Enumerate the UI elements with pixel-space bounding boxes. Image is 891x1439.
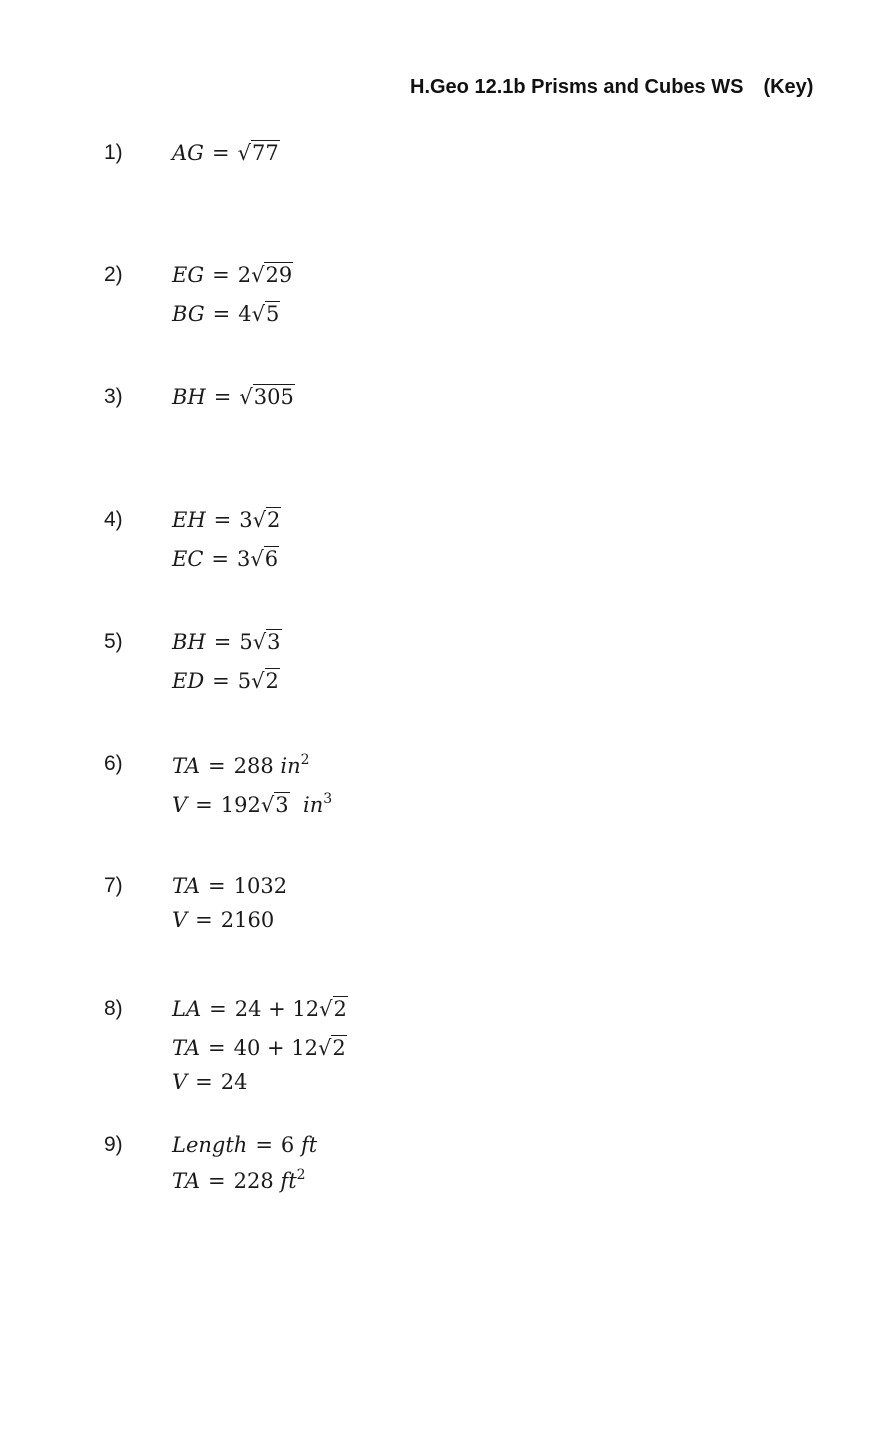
answer-equation [172, 1133, 317, 1157]
equation-variable: TA [172, 1036, 201, 1060]
equation-radicand: 3 [267, 630, 281, 654]
equation-radicand: 2 [333, 997, 347, 1021]
equation-coefficient: 5 [239, 630, 253, 654]
equals-sign: = [211, 547, 230, 571]
equals-sign: = [212, 263, 230, 287]
equation-radicand: 77 [251, 141, 279, 165]
answer-equation [172, 385, 295, 409]
answer-equation [172, 669, 280, 693]
equals-sign: = [195, 793, 213, 817]
answer-equation [172, 302, 280, 326]
equation-coefficient: 228 [233, 1169, 274, 1193]
equation-variable: LA [172, 997, 202, 1021]
equation-radicand: 6 [264, 547, 279, 571]
equation-radicand: 2 [332, 1036, 346, 1060]
equation-variable: ED [172, 669, 205, 693]
answer-equation [172, 1167, 306, 1193]
equation-variable: EC [172, 547, 204, 571]
equation-radicand: 305 [253, 385, 294, 409]
answer-number: 7) [104, 874, 123, 897]
equation-variable: BG [172, 302, 205, 326]
equals-sign: = [209, 997, 227, 1021]
equation-variable: BH [172, 385, 206, 409]
equation-coefficient: 3 [237, 547, 251, 571]
equation-variable: Length [172, 1133, 248, 1157]
equals-sign: = [211, 141, 230, 165]
equation-variable: TA [172, 1169, 201, 1193]
answer-equation [172, 630, 282, 654]
answer-number: 4) [104, 508, 123, 531]
equation-coefficient: 288 [233, 754, 274, 778]
equation-radicand: 2 [267, 508, 281, 532]
equation-variable: V [172, 908, 188, 932]
equation-exponent: 2 [296, 1167, 306, 1183]
answer-equation [172, 1036, 347, 1060]
equation-coefficient: 40 + 12 [233, 1036, 319, 1060]
equation-variable: AG [172, 141, 204, 165]
answer-number: 2) [104, 263, 123, 286]
equation-coefficient: 4 [238, 302, 252, 326]
equation-radicand: 5 [265, 302, 280, 326]
equals-sign: = [208, 874, 226, 898]
worksheet-title [410, 76, 813, 99]
answer-number: 9) [104, 1133, 123, 1156]
square-root-icon: √ [239, 385, 253, 409]
square-root-icon: √ [252, 630, 267, 654]
equals-sign: = [208, 1169, 226, 1193]
square-root-icon: √ [250, 547, 264, 571]
equation-unit: ft [280, 1169, 297, 1193]
equation-radicand: 3 [275, 793, 289, 817]
square-root-icon: √ [237, 141, 251, 165]
equation-radicand: 29 [265, 263, 293, 287]
title-main: H.Geo 12.1b Prisms and Cubes WS [410, 76, 744, 98]
square-root-icon: √ [251, 669, 265, 693]
square-root-icon: √ [251, 302, 265, 326]
equation-exponent: 2 [300, 752, 310, 768]
answer-equation [172, 141, 280, 165]
answer-number: 1) [104, 141, 123, 164]
equation-variable: TA [172, 874, 201, 898]
answer-equation [172, 508, 281, 532]
equation-unit: in [280, 754, 301, 778]
square-root-icon: √ [260, 793, 275, 817]
equation-coefficient: 192 [220, 793, 261, 817]
answer-equation [172, 791, 332, 817]
equation-coefficient: 24 [220, 1070, 248, 1094]
equals-sign: = [195, 908, 213, 932]
answer-number: 8) [104, 997, 123, 1020]
equals-sign: = [208, 754, 226, 778]
square-root-icon: √ [319, 997, 333, 1021]
square-root-icon: √ [252, 508, 267, 532]
equation-exponent: 3 [323, 791, 333, 807]
equation-variable: BH [172, 630, 206, 654]
equation-variable: V [172, 1070, 188, 1094]
equation-coefficient: 24 + 12 [234, 997, 320, 1021]
equation-variable: EH [172, 508, 206, 532]
answer-number: 3) [104, 385, 123, 408]
equation-variable: TA [172, 754, 201, 778]
answer-equation [172, 1070, 248, 1094]
equals-sign: = [213, 508, 232, 532]
square-root-icon: √ [318, 1036, 332, 1060]
equation-coefficient: 1032 [233, 874, 288, 898]
equation-coefficient: 3 [239, 508, 253, 532]
equation-coefficient: 2 [237, 263, 252, 287]
equation-coefficient: 6 [280, 1133, 295, 1157]
answer-equation [172, 997, 348, 1021]
equals-sign: = [195, 1070, 213, 1094]
equals-sign: = [213, 385, 232, 409]
equation-variable: V [172, 793, 188, 817]
answer-number: 5) [104, 630, 123, 653]
answer-equation [172, 874, 287, 898]
square-root-icon: √ [251, 263, 265, 287]
answer-equation [172, 263, 293, 287]
answer-equation [172, 908, 274, 932]
answer-number: 6) [104, 752, 123, 775]
equals-sign: = [212, 669, 230, 693]
equals-sign: = [213, 630, 232, 654]
answer-equation [172, 547, 279, 571]
equation-variable: EG [172, 263, 205, 287]
equals-sign: = [212, 302, 231, 326]
equals-sign: = [255, 1133, 273, 1157]
answer-equation [172, 752, 310, 778]
equation-unit: ft [300, 1133, 318, 1157]
equation-coefficient: 2160 [220, 908, 275, 932]
equation-unit: in [303, 793, 324, 817]
equals-sign: = [208, 1036, 226, 1060]
title-key: (Key) [763, 76, 814, 98]
equation-radicand: 2 [265, 669, 279, 693]
equation-coefficient: 5 [237, 669, 252, 693]
